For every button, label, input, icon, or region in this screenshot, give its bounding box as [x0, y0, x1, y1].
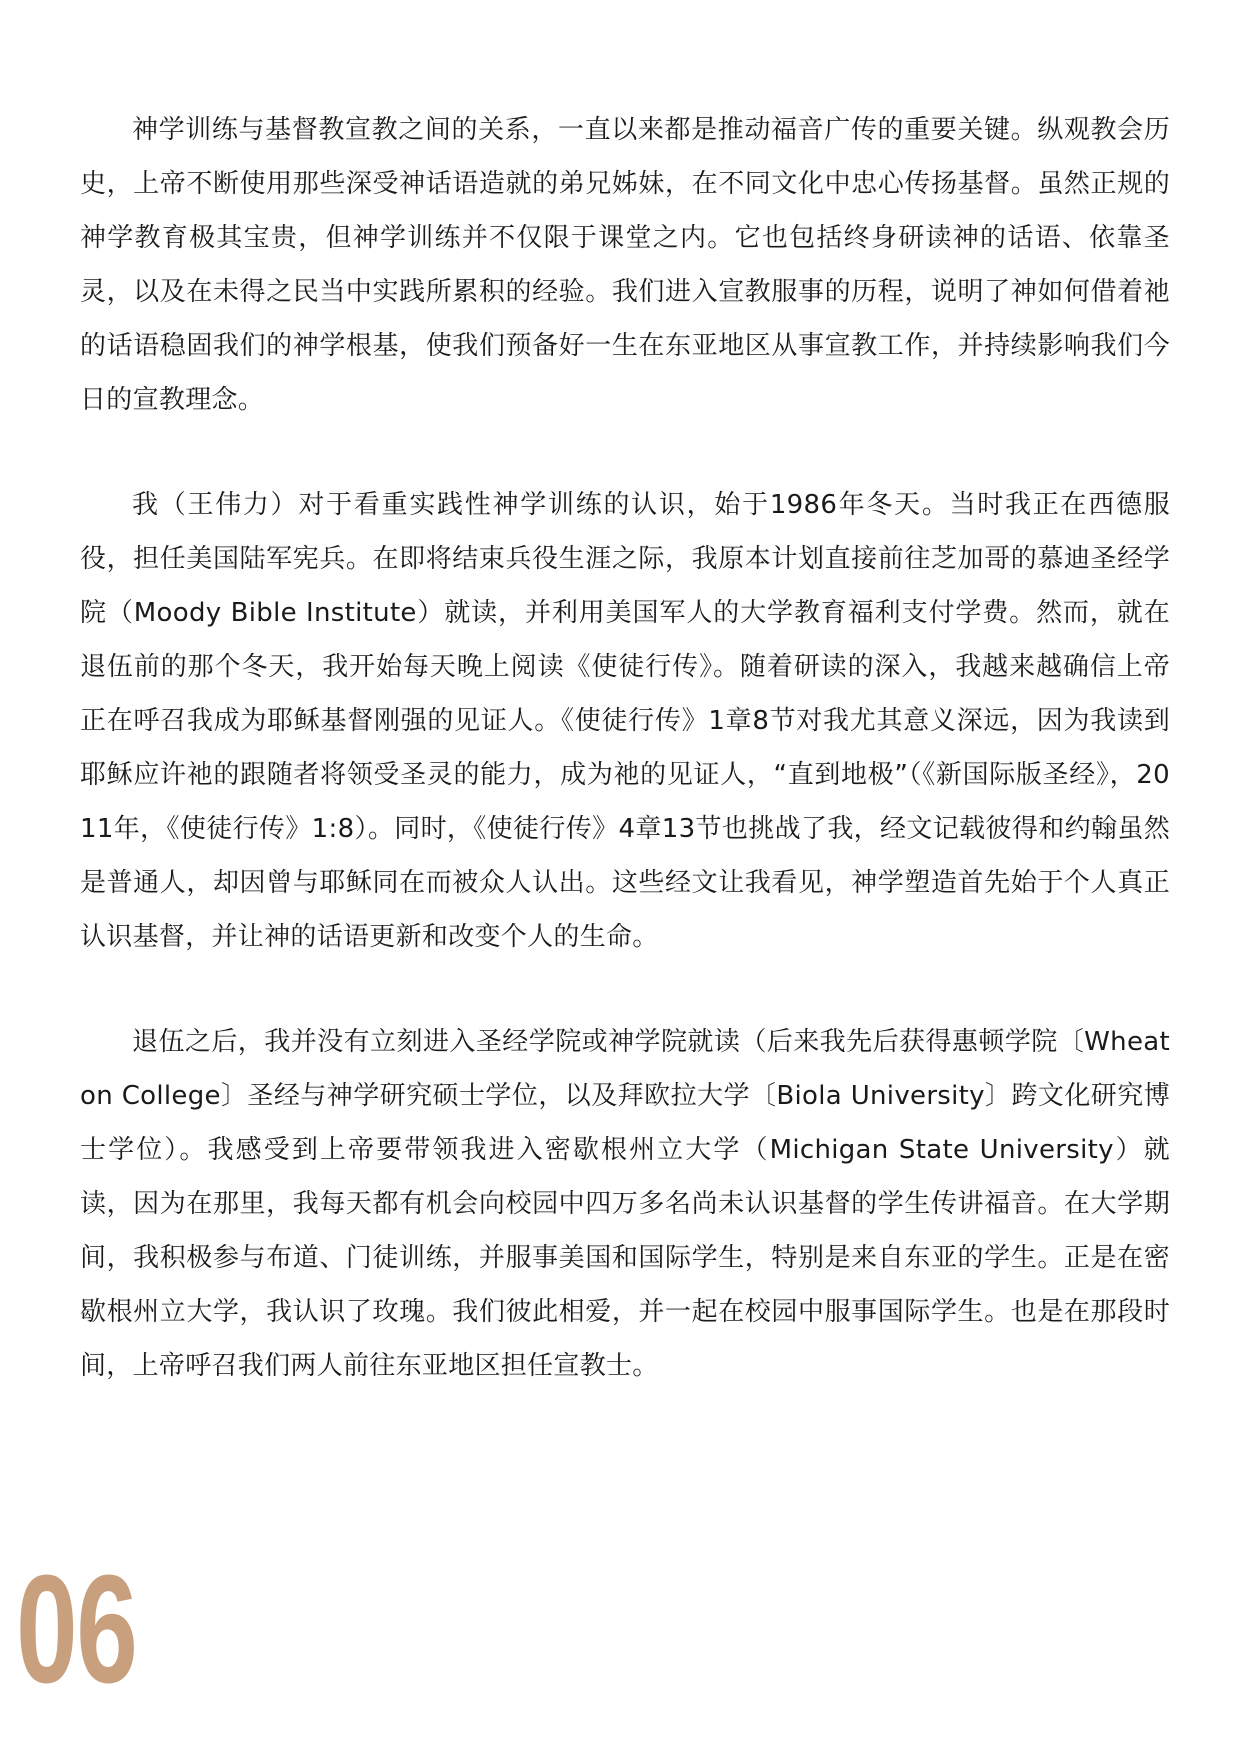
article-body [80, 103, 1170, 1393]
paragraph-3: 退伍之后，我并没有立刻进入圣经学院或神学院就读（后来我先后获得惠顿学院〔Wheaton College〕圣经与神学研究硕士学位，以及拜欧拉大学〔Biola University〕跨文化研究博士学位）。我感受到上帝要带领我进入密歇根州立大学（Michigan State University）就读，因为在那里，我每天都有机会向校园中四万多名尚未认识基督的学生传讲福音。在大学期间，我积极参与布道、门徒训练，并服事美国和国际学生，特别是来自东亚的学生。正是在密歇根州立大学，我认识了玫瑰。我们彼此相爱，并一起在校园中服事国际学生。也是在那段时间，上帝呼召我们两人前往东亚地区担任宣教士。 [80, 1027, 1170, 1381]
paragraph-1: 神学训练与基督教宣教之间的关系，一直以来都是推动福音广传的重要关键。纵观教会历史，上帝不断使用那些深受神话语造就的弟兄姊妹，在不同文化中忠心传扬基督。虽然正规的神学教育极其宝贵，但神学训练并不仅限于课堂之内。它也包括终身研读神的话语、依靠圣灵，以及在未得之民当中实践所累积的经验。我们进入宣教服事的历程，说明了神如何借着祂的话语稳固我们的神学根基，使我们预备好一生在东亚地区从事宣教工作，并持续影响我们今日的宣教理念。 [80, 115, 1170, 415]
paragraph-2: 我（王伟力）对于看重实践性神学训练的认识，始于1986年冬天。当时我正在西德服役，担任美国陆军宪兵。在即将结束兵役生涯之际，我原本计划直接前往芝加哥的慕迪圣经学院（Moody Bible Institute）就读，并利用美国军人的大学教育福利支付学费。然而，就在退伍前的那个冬天，我开始每天晚上阅读《使徒行传》。随着研读的深入，我越来越确信上帝正在呼召我成为耶稣基督刚强的见证人。《使徒行传》1章8节对我尤其意义深远，因为我读到耶稣应许祂的跟随者将领受圣灵的能力，成为祂的见证人，“直到地极”（《新国际版圣经》，2011年，《使徒行传》1:8）。同时，《使徒行传》4章13节也挑战了我，经文记载彼得和约翰虽然是普通人，却因曾与耶稣同在而被众人认出。这些经文让我看见，神学塑造首先始于个人真正认识基督，并让神的话语更新和改变个人的生命。 [80, 490, 1170, 952]
page-number: 06 [16, 1543, 137, 1715]
